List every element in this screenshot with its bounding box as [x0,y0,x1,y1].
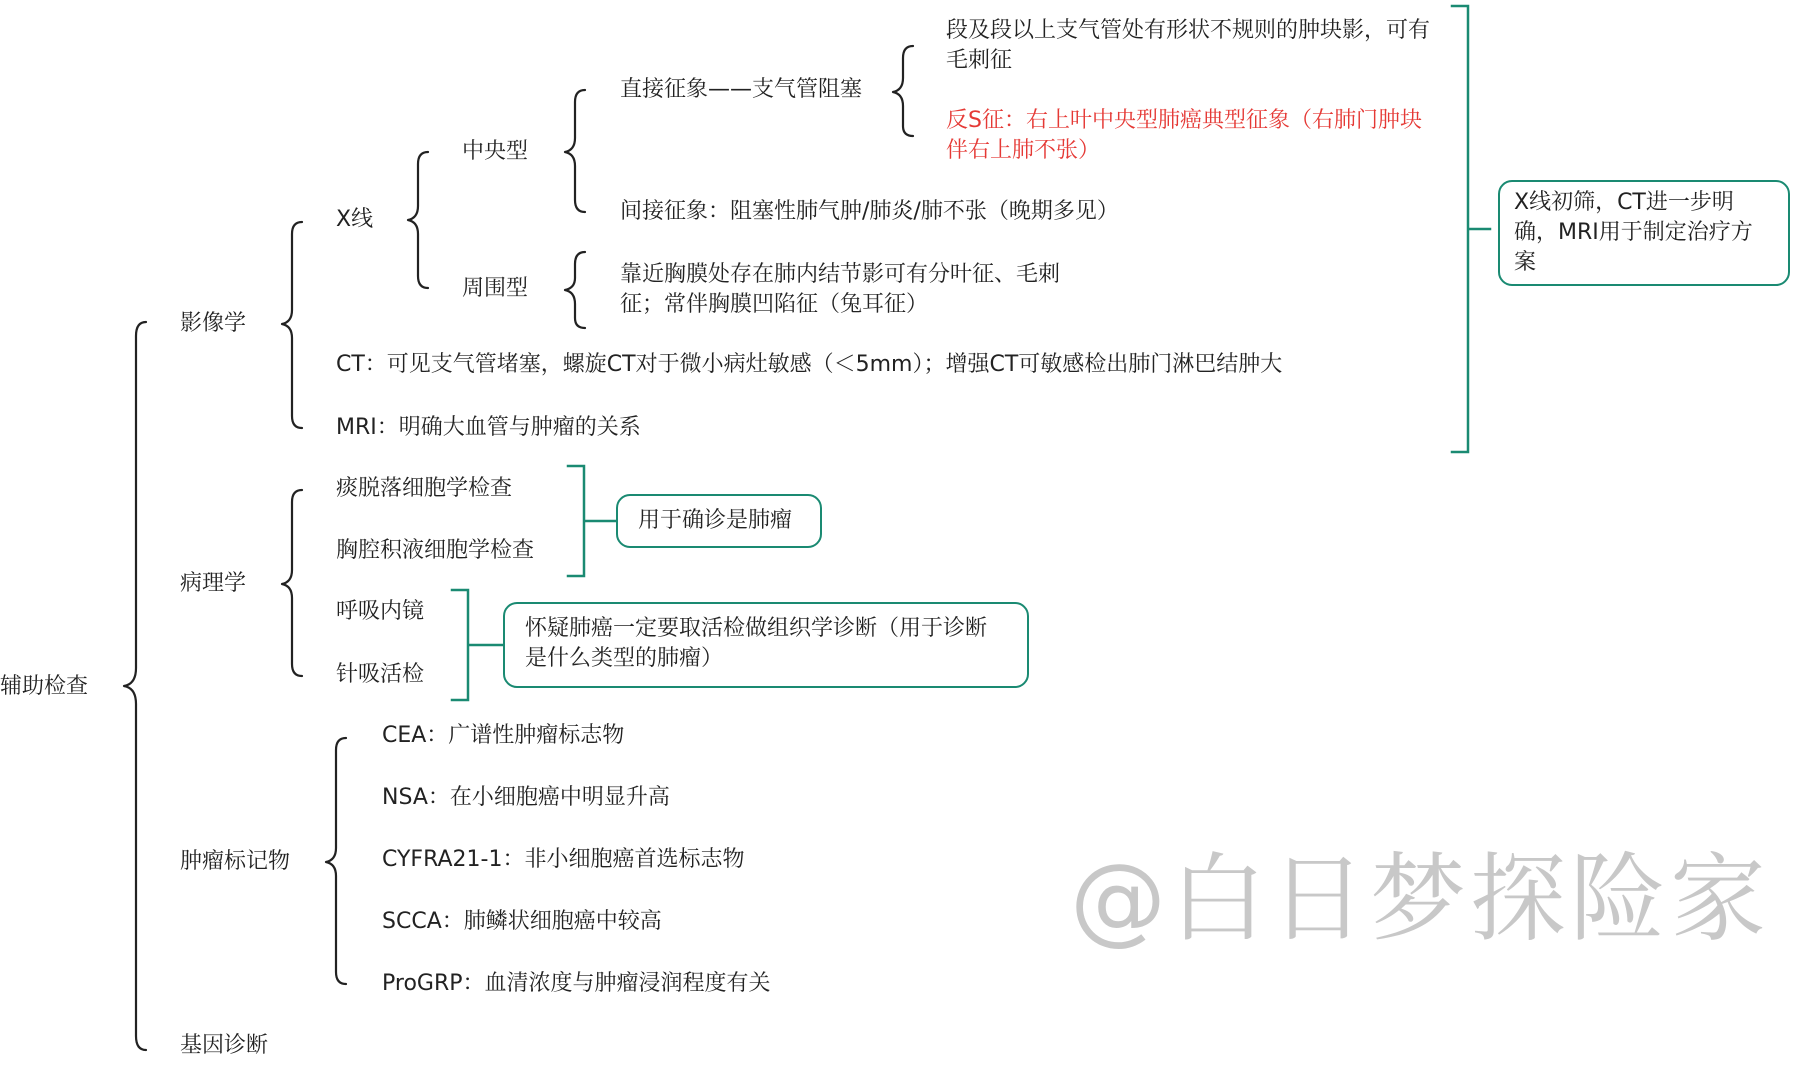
node-indirect-sign: 间接征象：阻塞性肺气肿/肺炎/肺不张（晚期多见） [620,199,1119,224]
node-endoscopy: 呼吸内镜 [336,599,425,624]
node-progrp: ProGRP：血清浓度与肿瘤浸润程度有关 [382,971,771,996]
root-brace [124,322,146,1050]
node-needle-biopsy: 针吸活检 [336,662,425,687]
biopsy-summary-bracket [452,590,504,700]
pathology-brace [282,490,302,676]
xray-brace [408,152,428,288]
node-markers: 肿瘤标记物 [180,849,291,874]
node-direct-sign-a: 段及段以上支气管处有形状不规则的肿块影，可有毛刺征 [946,18,1431,73]
node-peripheral-desc: 靠近胸膜处存在肺内结节影可有分叶征、毛刺征；常伴胸膜凹陷征（兔耳征） [620,262,1061,317]
watermark: @白日梦探险家 [1070,843,1770,955]
node-cyfra: CYFRA21-1：非小细胞癌首选标志物 [382,847,745,872]
node-xray: X线 [336,207,374,232]
direct-brace [893,46,913,136]
peripheral-brace [565,252,585,328]
imaging-summary-bracket [1452,6,1490,452]
node-ct: CT：可见支气管堵塞，螺旋CT对于微小病灶敏感（＜5mm）；增强CT可敏感检出肺门淋巴结肿大 [336,352,1283,377]
biopsy-summary-box: 怀疑肺癌一定要取活检做组织学诊断（用于诊断是什么类型的肺瘤） [503,602,1029,688]
imaging-brace [282,222,302,428]
cytology-summary-bracket [568,466,618,576]
node-nsa: NSA：在小细胞癌中明显升高 [382,785,670,810]
imaging-summary-box: X线初筛，CT进一步明确，MRI用于制定治疗方案 [1498,180,1790,286]
node-direct-sign: 直接征象——支气管阻塞 [620,77,863,102]
node-peripheral: 周围型 [462,276,529,301]
markers-brace [326,738,346,984]
node-pleural-cytology: 胸腔积液细胞学检查 [336,538,535,563]
cytology-summary-box: 用于确诊是肺瘤 [616,494,822,548]
node-cea: CEA：广谱性肿瘤标志物 [382,723,625,748]
node-gene: 基因诊断 [180,1033,269,1058]
node-central: 中央型 [462,139,529,164]
node-mri: MRI：明确大血管与肿瘤的关系 [336,415,641,440]
root-node: 辅助检查 [0,674,89,699]
node-direct-sign-b: 反S征：右上叶中央型肺癌典型征象（右肺门肿块伴右上肺不张） [946,108,1422,163]
node-scca: SCCA：肺鳞状细胞癌中较高 [382,909,662,934]
node-imaging: 影像学 [180,311,247,336]
node-sputum-cytology: 痰脱落细胞学检查 [336,476,513,501]
node-pathology: 病理学 [180,571,247,596]
central-brace [565,90,585,212]
